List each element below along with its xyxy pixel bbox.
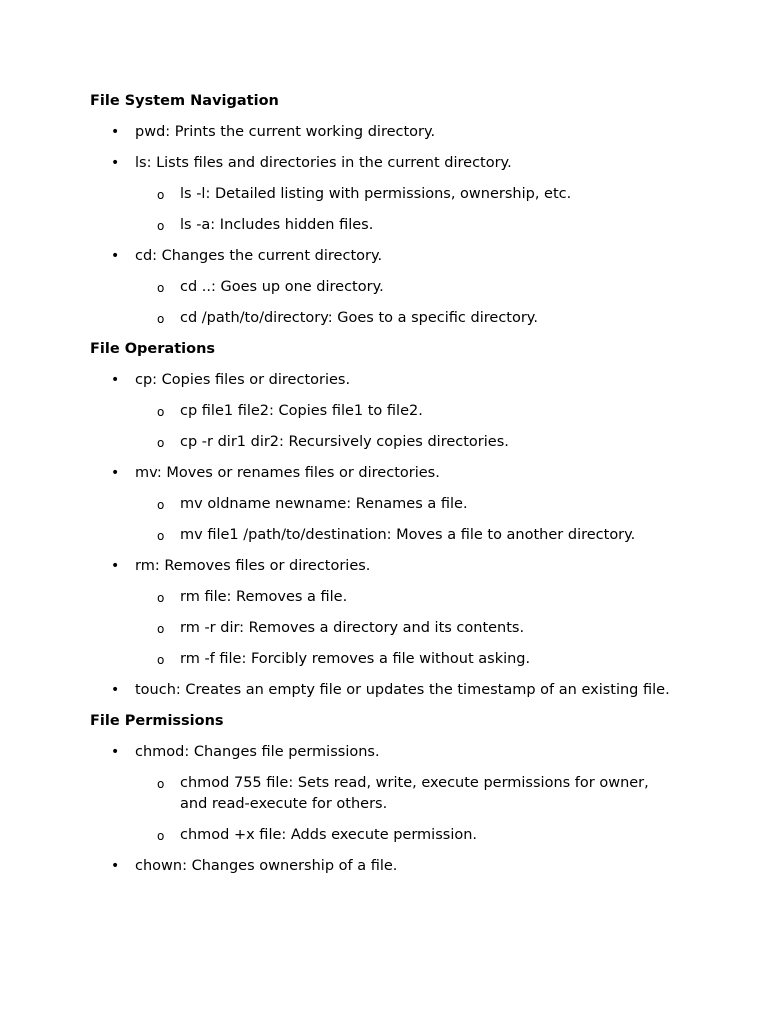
- sub-list-item-text: mv oldname newname: Renames a file.: [180, 496, 468, 512]
- list-item: [90, 556, 678, 577]
- circle-bullet-icon: o: [157, 529, 165, 543]
- circle-bullet-icon: o: [157, 405, 165, 419]
- sub-list-item-text: rm -f file: Forcibly removes a file without asking.: [180, 651, 531, 667]
- bullet-icon: •: [111, 155, 120, 171]
- sub-list-item-text: ls -l: Detailed listing with permissions, ownership, etc.: [180, 186, 572, 202]
- sub-list-item: [90, 773, 678, 815]
- sub-list-item: [90, 277, 678, 298]
- sub-list-item: [90, 401, 678, 422]
- list-item: [90, 742, 678, 763]
- sub-list-item: [90, 525, 678, 546]
- circle-bullet-icon: o: [157, 498, 165, 512]
- section-operations: [90, 339, 678, 701]
- sub-list-item: [90, 308, 678, 329]
- circle-bullet-icon: o: [157, 312, 165, 326]
- circle-bullet-icon: o: [157, 622, 165, 636]
- bullet-icon: •: [111, 372, 120, 388]
- circle-bullet-icon: o: [157, 591, 165, 605]
- list-item: [90, 680, 678, 701]
- bullet-icon: •: [111, 558, 120, 574]
- sub-list-item-text: chmod +x file: Adds execute permission.: [180, 827, 478, 843]
- sub-list-item-text: cp file1 file2: Copies file1 to file2.: [180, 403, 423, 419]
- list-item: [90, 856, 678, 877]
- sub-list-item: [90, 618, 678, 639]
- sub-list-item-text: cd ..: Goes up one directory.: [180, 279, 384, 295]
- list-item: [90, 153, 678, 174]
- circle-bullet-icon: o: [157, 436, 165, 450]
- circle-bullet-icon: o: [157, 829, 165, 843]
- sub-list-item: [90, 825, 678, 846]
- circle-bullet-icon: o: [157, 777, 165, 791]
- sub-list-item: [90, 184, 678, 205]
- sub-list-item-text: ls -a: Includes hidden files.: [180, 217, 374, 233]
- circle-bullet-icon: o: [157, 653, 165, 667]
- sub-list-item-text: mv file1 /path/to/destination: Moves a file to another directory.: [180, 527, 636, 543]
- section-navigation: [90, 91, 678, 329]
- sub-list-item-text: rm -r dir: Removes a directory and its contents.: [180, 620, 525, 636]
- sub-list-item: [90, 587, 678, 608]
- list-item-text: touch: Creates an empty file or updates the timestamp of an existing file.: [135, 682, 670, 698]
- sub-list-item-text: cp -r dir1 dir2: Recursively copies directories.: [180, 434, 509, 450]
- list-item-text: chown: Changes ownership of a file.: [135, 858, 398, 874]
- sub-list-item-text: rm file: Removes a file.: [180, 589, 348, 605]
- sub-list-item-text: chmod 755 file: Sets read, write, execute permissions for owner, and read-execute for others.: [180, 775, 649, 812]
- list-item: [90, 463, 678, 484]
- sub-list-item: [90, 649, 678, 670]
- list-item-text: ls: Lists files and directories in the current directory.: [135, 155, 512, 171]
- circle-bullet-icon: o: [157, 188, 165, 202]
- circle-bullet-icon: o: [157, 219, 165, 233]
- sub-list-item-text: cd /path/to/directory: Goes to a specific directory.: [180, 310, 538, 326]
- list-item: [90, 122, 678, 143]
- section-heading: File Permissions: [90, 713, 224, 729]
- list-item: [90, 246, 678, 267]
- list-item-text: chmod: Changes file permissions.: [135, 744, 380, 760]
- list-item-text: cp: Copies files or directories.: [135, 372, 351, 388]
- sub-list-item: [90, 494, 678, 515]
- section-heading: File Operations: [90, 341, 216, 357]
- bullet-icon: •: [111, 248, 120, 264]
- list-item: [90, 370, 678, 391]
- list-item-text: mv: Moves or renames files or directories.: [135, 465, 440, 481]
- bullet-icon: •: [111, 858, 120, 874]
- bullet-icon: •: [111, 682, 120, 698]
- list-item-text: rm: Removes files or directories.: [135, 558, 371, 574]
- circle-bullet-icon: o: [157, 281, 165, 295]
- list-item-text: pwd: Prints the current working directory.: [135, 124, 436, 140]
- sub-list-item: [90, 432, 678, 453]
- bullet-icon: •: [111, 744, 120, 760]
- bullet-icon: •: [111, 465, 120, 481]
- sub-list-item: [90, 215, 678, 236]
- list-item-text: cd: Changes the current directory.: [135, 248, 383, 264]
- bullet-icon: •: [111, 124, 120, 140]
- section-permissions: [90, 711, 678, 877]
- section-heading: File System Navigation: [90, 93, 279, 109]
